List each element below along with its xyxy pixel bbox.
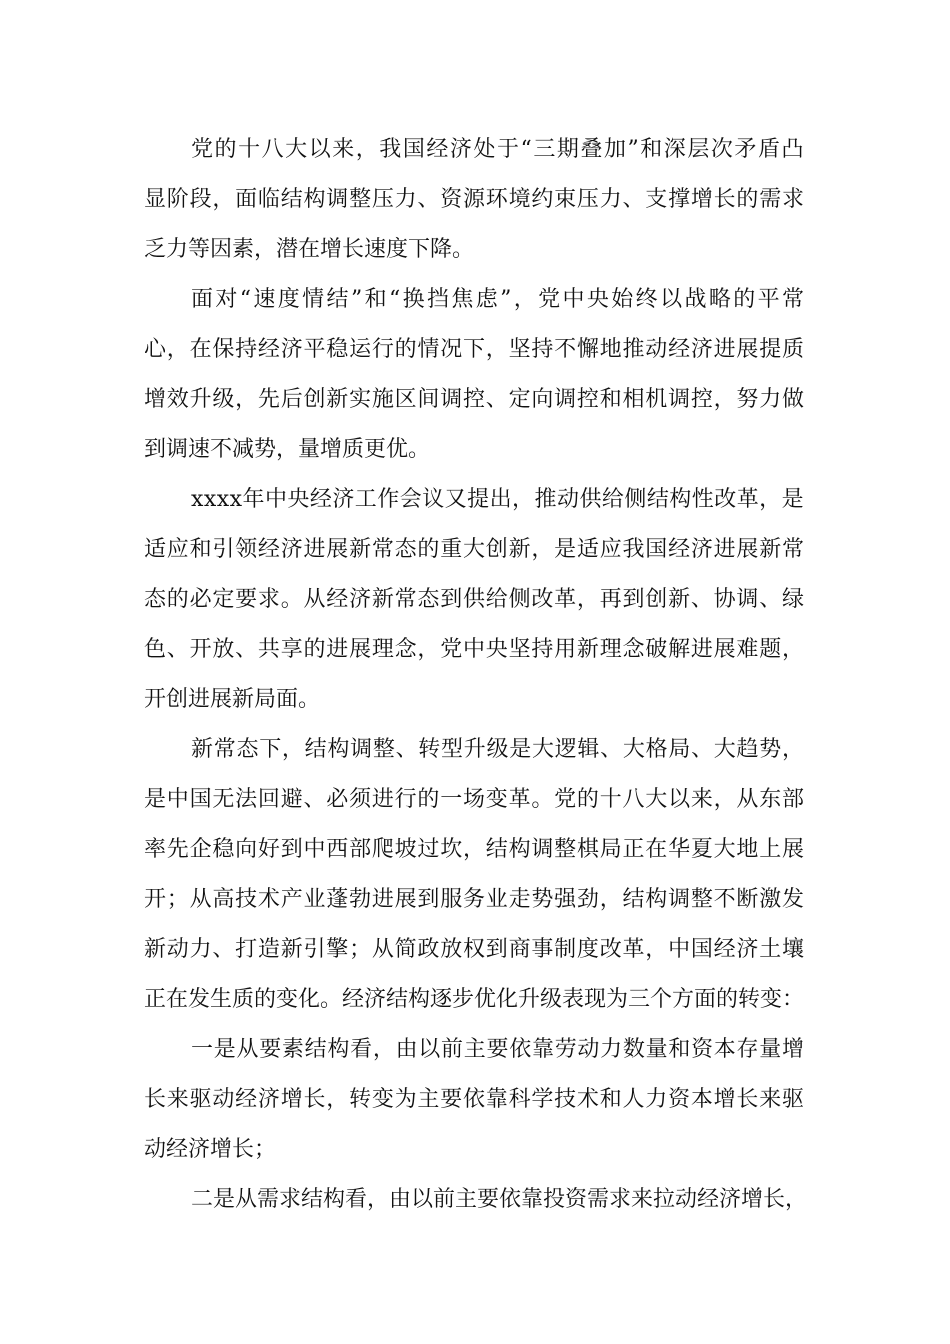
paragraph-line: 率先企稳向好到中西部爬坡过坎，结构调整棋局正在华夏大地上展 [144, 837, 805, 862]
paragraph-line: 心，在保持经济平稳运行的情况下，坚持不懈地推动经济进展提质 [144, 337, 805, 362]
paragraph-line: 显阶段，面临结构调整压力、资源环境约束压力、支撑增长的需求 [144, 187, 805, 212]
paragraph-line: 一是从要素结构看，由以前主要依靠劳动力数量和资本存量增 [191, 1037, 805, 1062]
paragraph-line: 是中国无法回避、必须进行的一场变革。党的十八大以来，从东部 [144, 787, 805, 812]
paragraph-line: 党的十八大以来，我国经济处于“三期叠加”和深层次矛盾凸 [191, 137, 806, 162]
paragraph-line: 面对“速度情结”和“换挡焦虑”，党中央始终以战略的平常 [191, 287, 807, 312]
paragraph-line: 到调速不减势，量增质更优。 [144, 437, 431, 462]
paragraph-line: 乏力等因素，潜在增长速度下降。 [144, 237, 475, 262]
paragraph-line: 增效升级，先后创新实施区间调控、定向调控和相机调控，努力做 [144, 387, 805, 412]
paragraph-line: 正在发生质的变化。经济结构逐步优化升级表现为三个方面的转变： [144, 987, 805, 1012]
paragraph-line: 色、开放、共享的进展理念，党中央坚持用新理念破解进展难题， [144, 637, 805, 662]
paragraph-line: 适应和引领经济进展新常态的重大创新，是适应我国经济进展新常 [144, 537, 805, 562]
paragraph-line: 动经济增长； [144, 1137, 277, 1162]
paragraph-line: 二是从需求结构看，由以前主要依靠投资需求来拉动经济增长， [191, 1187, 808, 1212]
paragraph-line: 开创进展新局面。 [144, 687, 321, 712]
paragraph-line: 开；从高技术产业蓬勃进展到服务业走势强劲，结构调整不断激发 [144, 887, 805, 912]
paragraph-line: 长来驱动经济增长，转变为主要依靠科学技术和人力资本增长来驱 [144, 1087, 805, 1112]
paragraph-line: 新动力、打造新引擎；从简政放权到商事制度改革，中国经济土壤 [144, 937, 805, 962]
paragraph-line: 新常态下，结构调整、转型升级是大逻辑、大格局、大趋势， [191, 737, 805, 762]
paragraph-line: 态的必定要求。从经济新常态到供给侧改革，再到创新、协调、绿 [144, 587, 805, 612]
paragraph-line: xxxx年中央经济工作会议又提出，推动供给侧结构性改革，是 [191, 487, 805, 512]
